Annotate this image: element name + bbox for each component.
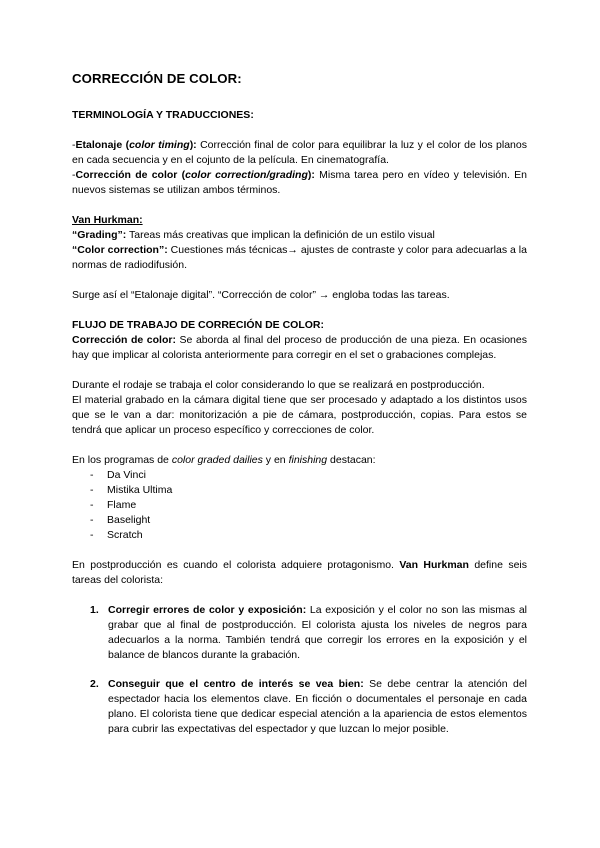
list-item: - Da Vinci: [90, 468, 527, 483]
color-correction-paragraph: “Color correction”: Cuestiones más técnicas→ ajustes de contraste y color para adecuarlas a la normas de radiodifusión.: [72, 244, 527, 271]
page-title: CORRECCIÓN DE COLOR:: [72, 71, 242, 86]
programs-list: [72, 468, 527, 543]
etalonaje-paragraph: -Etalonaje (color timing): Corrección final de color para equilibrar la luz y el color de los planos en cada secuencia y en el cojunto de la película. En cinematografía.: [72, 139, 527, 166]
workflow-paragraph-3: El material grabado en la cámara digital tiene que ser procesado y adaptado a los distintos usos que se le van a dar: monitorización a pie de cámara, postproducción, copias. Para estos se tendrá que aplicar un proceso específico y correcciones de color.: [72, 394, 527, 436]
programs-intro: En los programas de color graded dailies y en finishing destacan:: [72, 454, 376, 466]
list-item: - Flame: [90, 498, 527, 513]
list-item: - Mistika Ultima: [90, 483, 527, 498]
workflow-paragraph-1: Corrección de color: Se aborda al final del proceso de producción de una pieza. En ocasiones hay que implicar al colorista anteriormente para corregir en el set o grabaciones complejas.: [72, 334, 527, 361]
workflow-heading: FLUJO DE TRABAJO DE CORRECIÓN DE COLOR:: [72, 319, 325, 331]
list-item: 2. Conseguir que el centro de interés se vea bien: Se debe centrar la atención del espectador hacia los elementos clave. En ficción o documentales el personaje en cada plano. El colorista tiene que dedicar especial atención a la apariencia de estos elementos para cubrir las expectativas del espectador y que luzcan lo mejor posible.: [90, 678, 527, 735]
correccion-paragraph: -Corrección de color (color correction/grading): Misma tarea pero en vídeo y televisión. En nuevos sistemas se utilizan ambos términos.: [72, 169, 527, 196]
etalonaje-digital-paragraph: Surge así el “Etalonaje digital”. “Corrección de color” → engloba todas las tareas.: [72, 289, 450, 301]
document-body: [72, 108, 527, 737]
workflow-paragraph-2: Durante el rodaje se trabaja el color considerando lo que se realizará en postproducción.: [72, 379, 485, 391]
van-hurkman-heading: Van Hurkman:: [72, 214, 143, 226]
grading-paragraph: “Grading”: Tareas más creativas que implican la definición de un estilo visual: [72, 229, 435, 241]
postproduction-paragraph: En postproducción es cuando el colorista adquiere protagonismo. Van Hurkman define seis tareas del colorista:: [72, 559, 527, 586]
list-item: - Baselight: [90, 513, 527, 528]
terminology-heading: TERMINOLOGÍA Y TRADUCCIONES:: [72, 109, 254, 121]
list-item: 1. Corregir errores de color y exposición: La exposición y el color no son las mismas al grabar que al final de postproducción. El colorista ajusta los niveles de negros para adecuarlos a la norma. También tendrá que corregir los errores en la exposición y el balance de blancos durante la grabación.: [90, 604, 527, 661]
colorist-tasks-list: [72, 603, 527, 737]
list-item: - Scratch: [90, 528, 527, 543]
